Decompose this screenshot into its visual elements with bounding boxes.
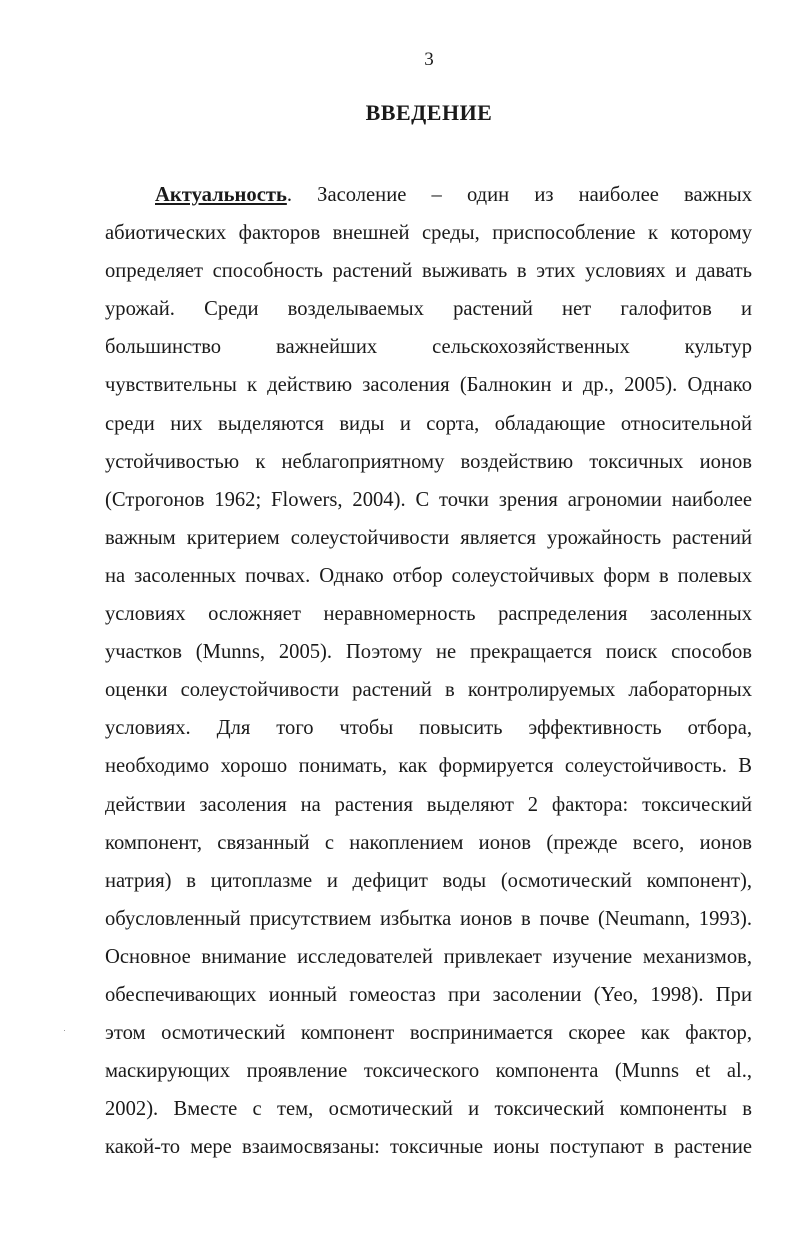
text-line: урожай. Среди возделываемых растений нет галофитов и [105,298,752,321]
text-line: какой-то мере взаимосвязаны: токсичные ионы поступают в растение [105,1136,752,1159]
text-line: (Строгонов 1962; Flowers, 2004). С точки зрения агрономии наиболее [105,488,752,511]
paragraph-first-line [105,176,752,214]
text-line: условиях осложняет неравномерность распределения засоленных [105,603,752,626]
text-line: действии засоления на растения выделяют 2 фактора: токсический [105,793,752,816]
text-line: обеспечивающих ионный гомеостаз при засолении (Yeo, 1998). При [105,983,752,1006]
text-line: большинство важнейших сельскохозяйственных культур [105,336,752,359]
text-line: устойчивостью к неблагоприятному воздействию токсичных ионов [105,450,752,473]
text-line: обусловленный присутствием избытка ионов в почве (Neumann, 1993). [105,907,752,930]
text-line: оценки солеустойчивости растений в контролируемых лабораторных [105,679,752,702]
scan-speck [64,1030,65,1031]
text-line: абиотических факторов внешней среды, приспособление к которому [105,222,752,245]
text-line: на засоленных почвах. Однако отбор солеустойчивых форм в полевых [105,564,752,587]
text-line: важным критерием солеустойчивости является урожайность растений [105,526,752,549]
text-line: натрия) в цитоплазме и дефицит воды (осмотический компонент), [105,869,752,892]
text-line: чувствительны к действию засоления (Балнокин и др., 2005). Однако [105,374,752,397]
first-line-text: . Засоление – один из наиболее важных [286,184,752,206]
text-line: Основное внимание исследователей привлекает изучение механизмов, [105,945,752,968]
key-term: Актуальность [155,184,287,206]
text-line: этом осмотический компонент воспринимается скорее как фактор, [105,1022,752,1045]
text-line: необходимо хорошо понимать, как формируется солеустойчивость. В [105,755,752,778]
text-line: условиях. Для того чтобы повысить эффективность отбора, [105,717,752,740]
text-line: компонент, связанный с накоплением ионов (прежде всего, ионов [105,831,752,854]
section-heading: ВВЕДЕНИЕ [365,100,493,125]
text-line: маскирующих проявление токсического компонента (Munns et al., [105,1060,752,1083]
text-line: среди них выделяются виды и сорта, обладающие относительной [105,412,752,435]
text-line: участков (Munns, 2005). Поэтому не прекращается поиск способов [105,641,752,664]
text-line: определяет способность растений выживать в этих условиях и давать [105,260,752,283]
page-number: 3 [424,49,434,70]
body-paragraph [105,176,752,1166]
text-line: 2002). Вместе с тем, осмотический и токсический компоненты в [105,1098,752,1121]
